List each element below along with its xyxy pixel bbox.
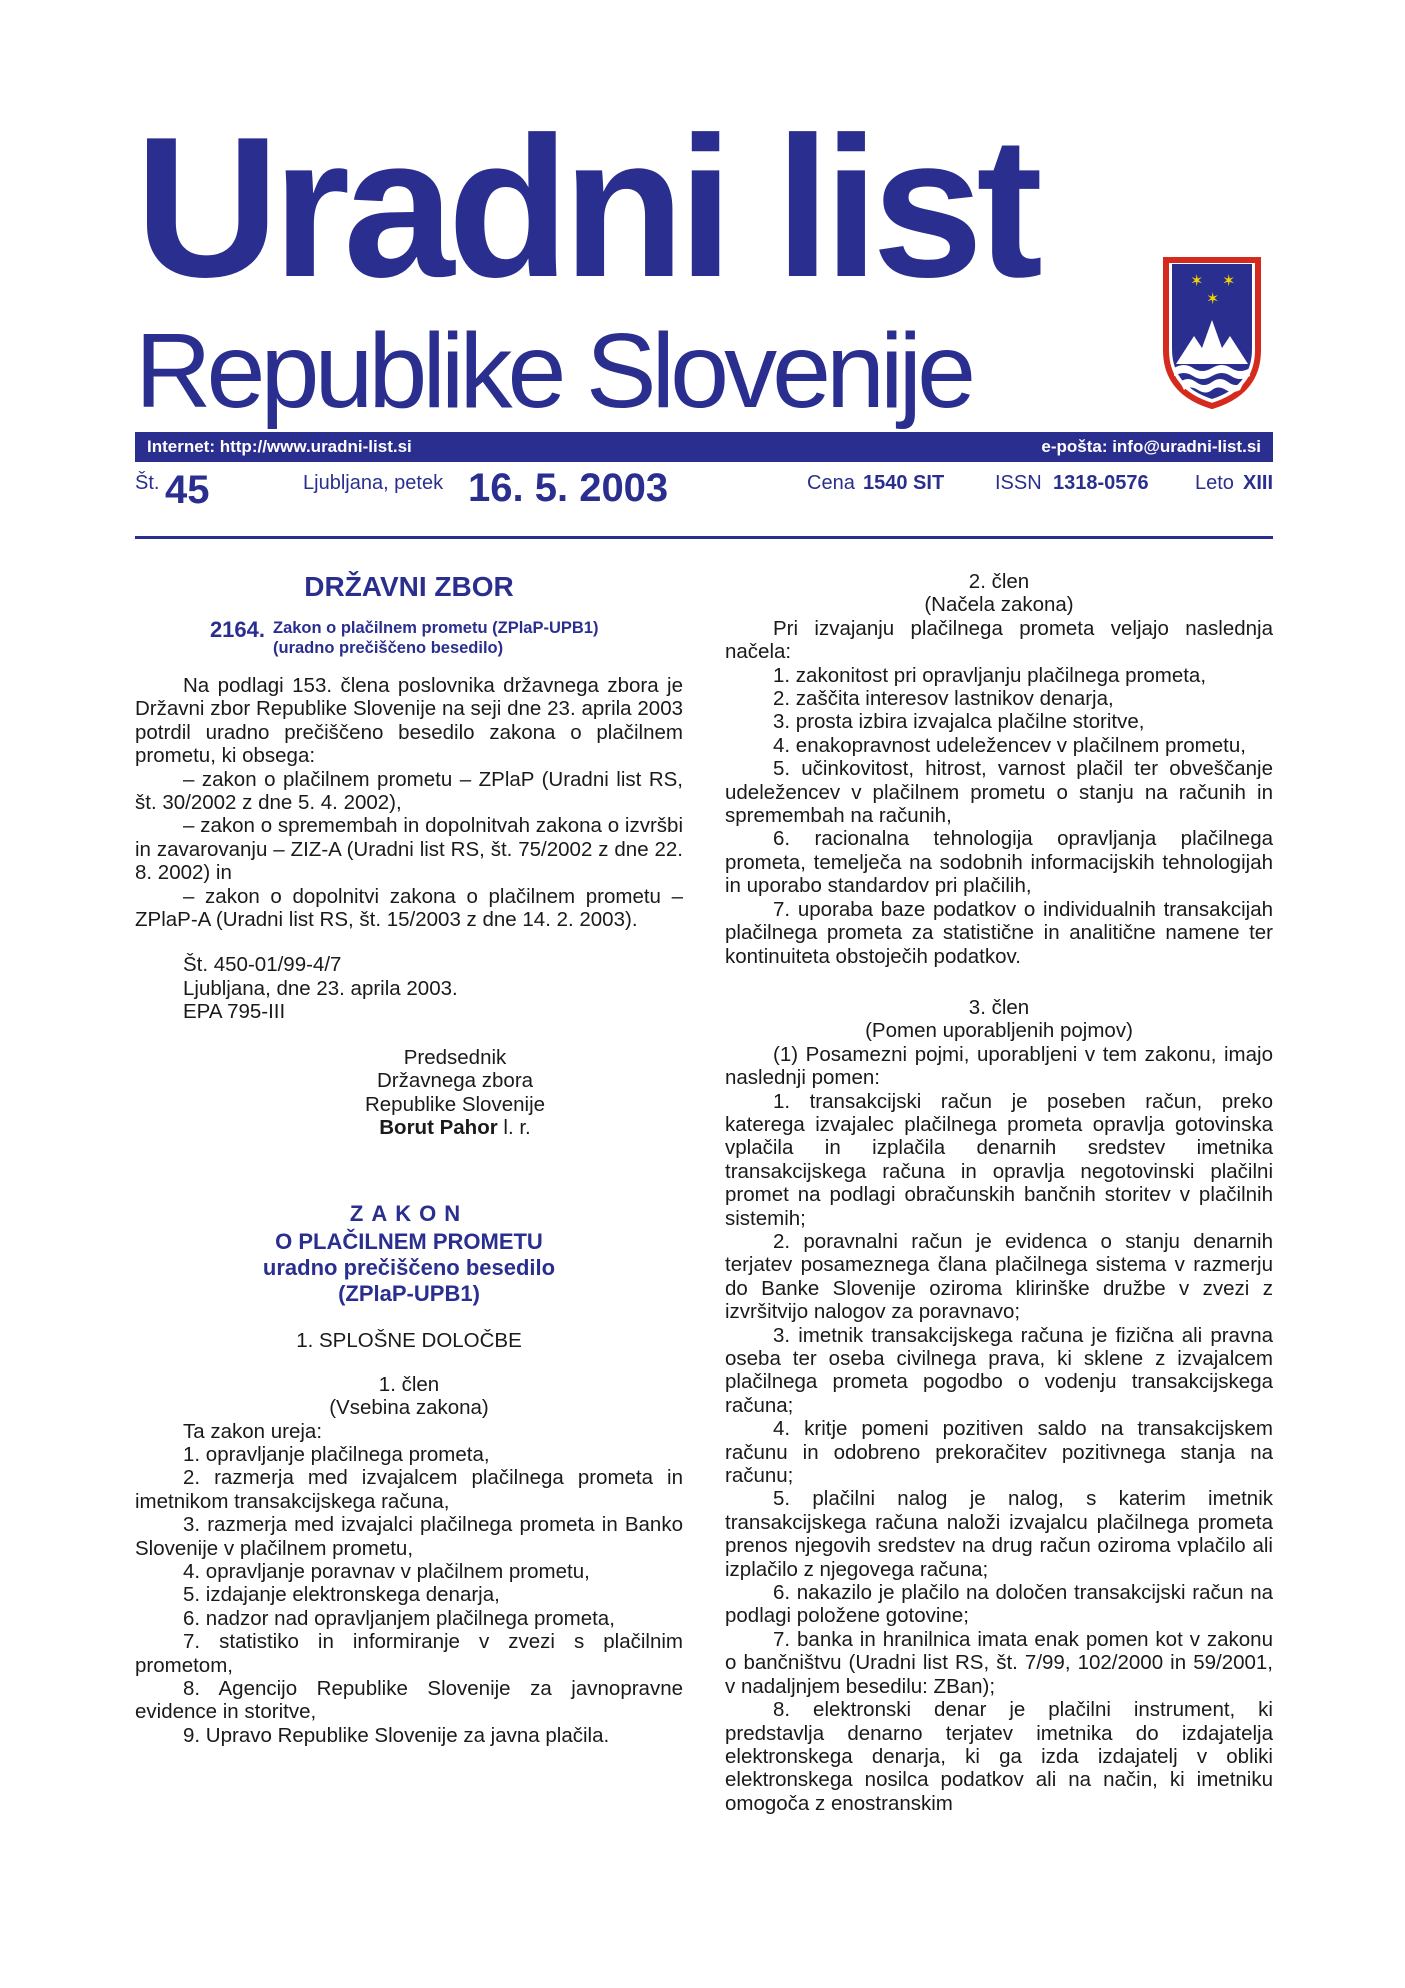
issue-info-row: [135, 466, 1273, 526]
article-intro: (1) Posamezni pojmi, uporabljeni v tem zakonu, imajo naslednji pomen:: [725, 1042, 1273, 1090]
price-value: 1540 SIT: [863, 472, 945, 494]
masthead-title: Uradni list: [135, 96, 1036, 319]
issue-date: 16. 5. 2003: [468, 466, 669, 510]
list-item: 2. razmerja med izvajalcem plačilnega prometa in imetnikom transakcijskega računa,: [135, 1466, 683, 1513]
list-item: – zakon o dopolnitvi zakona o plačilnem prometu – ZPlaP-A (Uradni list RS, št. 15/2003 z dne 14. 2. 2003).: [135, 884, 683, 932]
law-keyword: ZAKON: [349, 1201, 469, 1227]
law-abbreviation: (ZPlaP-UPB1): [338, 1281, 480, 1307]
list-item: 7. statistiko in informiranje v zvezi s plačilnim prometom,: [135, 1630, 683, 1677]
issue-number-label: Št.: [135, 472, 160, 494]
act-title-note: (uradno prečiščeno besedilo): [273, 639, 504, 657]
list-item: 2. zaščita interesov lastnikov denarja,: [773, 687, 1114, 711]
left-column: [135, 570, 683, 1747]
list-item: 3. prosta izbira izvajalca plačilne storitve,: [773, 710, 1145, 734]
list-item: 6. nadzor nad opravljanjem plačilnega prometa,: [183, 1606, 615, 1630]
article-title: (Vsebina zakona): [329, 1396, 489, 1420]
signature-line: Republike Slovenije: [364, 1092, 546, 1116]
list-item: 3. razmerja med izvajalci plačilnega prometa in Banko Slovenije v plačilnem prometu,: [135, 1513, 683, 1560]
list-item: 4. enakopravnost udeležencev v plačilnem prometu,: [773, 733, 1246, 757]
act-heading: [135, 618, 683, 658]
svg-text:✶: ✶: [1190, 271, 1204, 290]
law-title: O PLAČILNEM PROMETU: [275, 1229, 543, 1255]
article-intro: Ta zakon ureja:: [183, 1419, 323, 1443]
act-title: Zakon o plačilnem prometu (ZPlaP-UPB1): [273, 619, 599, 637]
chapter-heading: 1. SPLOŠNE DOLOČBE: [296, 1329, 522, 1353]
reference-date: Ljubljana, dne 23. aprila 2003.: [183, 976, 458, 1000]
act-number: 2164.: [209, 617, 265, 642]
article-intro: Pri izvajanju plačilnega prometa veljajo naslednja načela:: [725, 616, 1273, 664]
list-item: 5. učinkovitost, hitrost, varnost plačil ter obveščanje udeležencev v plačilnem prometu o stanju na računih in spremembah na računih,: [725, 757, 1273, 828]
coat-of-arms-icon: [1160, 254, 1264, 410]
issn-value: 1318-0576: [1053, 472, 1149, 494]
reference-epa: EPA 795-III: [183, 1000, 286, 1024]
list-item: 9. Upravo Republike Slovenije za javna plačila.: [183, 1723, 610, 1747]
article-title: (Načela zakona): [924, 593, 1074, 617]
law-subtitle: uradno prečiščeno besedilo: [262, 1255, 556, 1281]
section-heading: DRŽAVNI ZBOR: [304, 571, 514, 602]
reference-number: Št. 450-01/99-4/7: [183, 953, 342, 977]
header-rule: [135, 536, 1273, 539]
signature-line: Predsednik: [403, 1045, 507, 1069]
year-value: XIII: [1243, 472, 1274, 494]
header-bar: [135, 432, 1273, 462]
list-item: 1. transakcijski račun je poseben račun, preko katerega izvajalec plačilnega prometa opravlja gotovinska vplačila in izplačila denarnih sredstev imetnika transakcijskega računa in opravlja negotovinski plačilni promet na podlagi obračunskih bančnih storitev v plačilnih sistemih;: [725, 1089, 1273, 1230]
svg-text:✶: ✶: [1222, 271, 1236, 290]
article-number: 3. člen: [968, 995, 1030, 1019]
list-item: 8. Agencijo Republike Slovenije za javnopravne evidence in storitve,: [135, 1677, 683, 1724]
price-label: Cena: [807, 472, 855, 494]
signature-block: [335, 1046, 575, 1140]
right-column: [725, 570, 1273, 1815]
signature-line: Državnega zbora: [376, 1069, 534, 1093]
list-item: 5. plačilni nalog je nalog, s katerim imetnik transakcijskega računa naloži izvajalcu plačilnega prometa prenos njegovih sredstev na drug račun oziroma vplačilo ali izplačilo z njegovega računa;: [725, 1487, 1273, 1581]
list-item: 1. opravljanje plačilnega prometa,: [183, 1442, 490, 1466]
list-item: 2. poravnalni račun je evidenca o stanju denarnih terjatev posameznega člana plačilnega sistema v razmerju do Banke Slovenije oziroma klirinške družbe v zvezi z izvršitvijo nalogov za poravnavo;: [725, 1229, 1273, 1324]
list-item: 6. nakazilo je plačilo na določen transakcijski račun na podlagi položene gotovine;: [725, 1581, 1273, 1628]
issue-number: 45: [165, 468, 210, 512]
list-item: 5. izdajanje elektronskega denarja,: [183, 1583, 500, 1607]
intro-paragraph: Na podlagi 153. člena poslovnika državnega zbora je Državni zbor Republike Slovenije na seji dne 23. aprila 2003 potrdil uradno prečiščeno besedilo zakona o plačilnem prometu, ki obsega:: [135, 674, 683, 768]
article-number: 1. člen: [378, 1372, 440, 1396]
list-item: – zakon o spremembah in dopolnitvah zakona o izvršbi in zavarovanju – ZIZ-A (Uradni list RS, št. 75/2002 z dne 22. 8. 2002) in: [135, 814, 683, 885]
signature-name: Borut Pahor: [379, 1115, 498, 1139]
list-item: 8. elektronski denar je plačilni instrument, ki predstavlja denarno terjatev imetnika do izdajatelja elektronskega denarja, ki ga izda izdajatelj v obliki elektronskega nosilca podatkov ali na način, ki imetniku omogoča z enostranskim: [725, 1698, 1273, 1815]
list-item: – zakon o plačilnem prometu – ZPlaP (Uradni list RS, št. 30/2002 z dne 5. 4. 2002),: [135, 767, 683, 815]
issue-place-day: Ljubljana, petek: [303, 472, 444, 494]
list-item: 7. uporaba baze podatkov o individualnih transakcijah plačilnega prometa za statistične in analitične namene ter kontinuiteta obstoječih podatkov.: [725, 897, 1273, 968]
masthead-subtitle: Republike Slovenije: [135, 312, 972, 430]
article-number: 2. člen: [968, 570, 1030, 593]
signature-lr: l. r.: [497, 1115, 531, 1139]
svg-text:✶: ✶: [1206, 289, 1220, 308]
list-item: 4. opravljanje poravnav v plačilnem prometu,: [183, 1559, 590, 1583]
list-item: 1. zakonitost pri opravljanju plačilnega prometa,: [773, 663, 1207, 687]
email-link[interactable]: e-pošta: info@uradni-list.si: [1041, 437, 1261, 456]
list-item: 6. racionalna tehnologija opravljanja plačilnega prometa, temelječa na sodobnih informacijskih tehnologijah in uporabo standardov pri plačilih,: [725, 827, 1273, 898]
list-item: 3. imetnik transakcijskega računa je fizična ali pravna oseba ter oseba civilnega prava, ki sklene z izvajalcem plačilnega prometa pogodbo o vodenju transakcijskega računa;: [725, 1323, 1273, 1417]
year-label: Leto: [1195, 472, 1234, 494]
list-item: 4. kritje pomeni pozitiven saldo na transakcijskem računu in odobreno prekoračitev pozitivnega stanja na računu;: [725, 1417, 1273, 1488]
internet-link[interactable]: Internet: http://www.uradni-list.si: [147, 437, 412, 456]
article-title: (Pomen uporabljenih pojmov): [865, 1019, 1133, 1043]
issn-label: ISSN: [995, 472, 1042, 494]
list-item: 7. banka in hranilnica imata enak pomen kot v zakonu o bančništvu (Uradni list RS, št. 7/99, 102/2000 in 59/2001, v nadaljnjem besedilu: ZBan);: [725, 1627, 1273, 1698]
